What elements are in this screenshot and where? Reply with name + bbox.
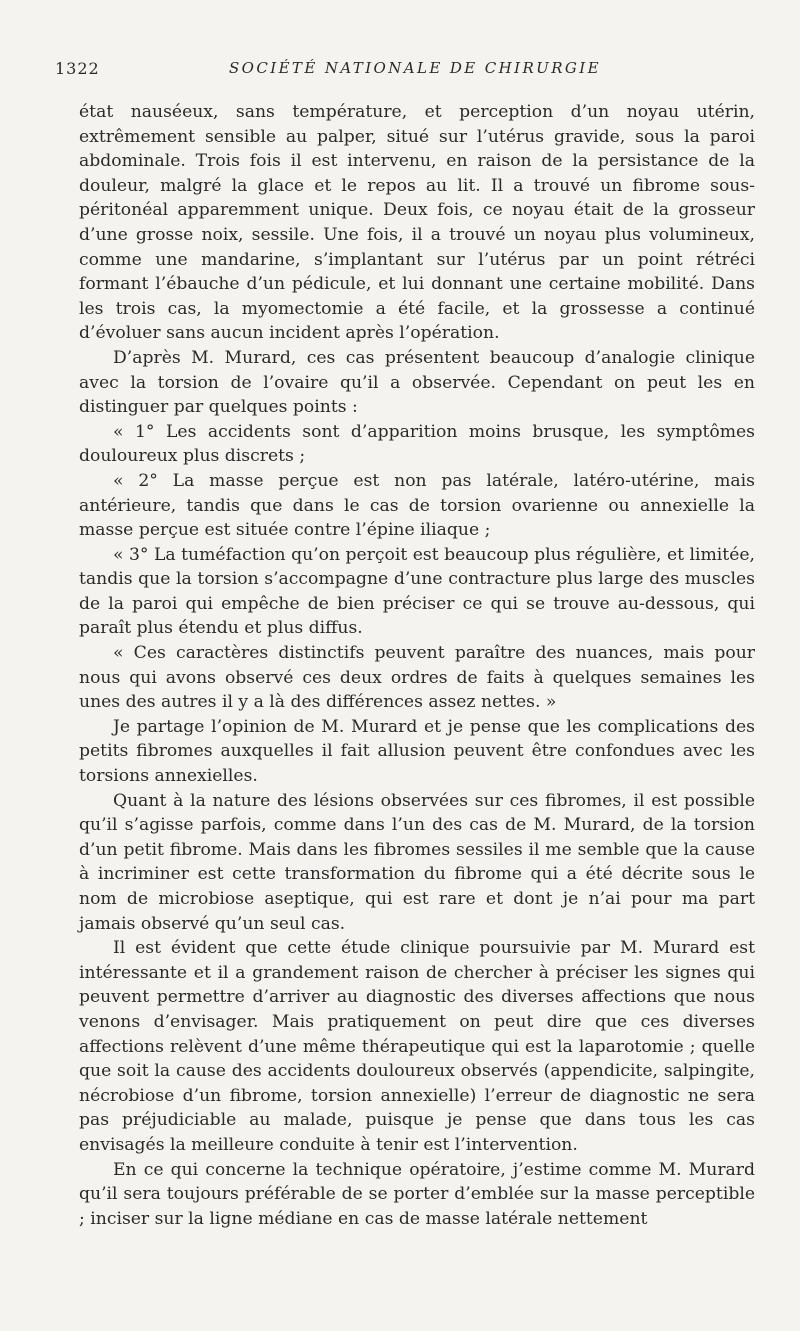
paragraph: Il est évident que cette étude clinique poursuivie par M. Murard est intéressante et il a grandement raison de chercher à préciser les signes qui peuvent permettre d’arriver au diagnostic des diverses affections que nous venons d’envisager. Mais pratiquement on peut dire que ces diverses affections relèvent d’une même thérapeutique qui est la laparotomie ; quelle que soit la cause des accidents douloureux observés (appendicite, salpingite, nécrobiose d’un fibrome, torsion annexielle) l’erreur de diagnostic ne sera pas préjudiciable au malade, puisque je pense que dans tous les cas envisagés la meilleure conduite à tenir est l’intervention. bbox=[79, 938, 755, 1155]
paragraph-quote-item-2: « 2° La masse perçue est non pas latérale, latéro-utérine, mais antérieure, tandis que dans le cas de torsion ovarienne ou annexielle la masse perçue est située contre l’épine iliaque ; bbox=[79, 470, 755, 541]
page-header bbox=[55, 56, 755, 86]
paragraph-quote-conclusion: « Ces caractères distinctifs peuvent paraître des nuances, mais pour nous qui avons observé ces deux ordres de faits à quelques semaines les unes des autres il y a là des différences assez nettes. » bbox=[79, 643, 755, 713]
page bbox=[55, 56, 755, 1231]
paragraph-quote-item-3: « 3° La tuméfaction qu’on perçoit est beaucoup plus régulière, et limitée, tandis que la torsion s’accompagne d’une contracture plus large des muscles de la paroi qui empêche de bien préciser ce qui se trouve au-dessous, qui paraît plus étendu et plus diffus. bbox=[79, 544, 755, 639]
paragraph-continuation: état nauséeux, sans température, et perception d’un noyau utérin, extrêmement sensible au palper, situé sur l’utérus gravide, sous la paroi abdominale. Trois fois il est intervenu, en raison de la persistance de la douleur, malgré la glace et le repos au lit. Il a trouvé un fibrome sous-péritonéal apparemment unique. Deux fois, ce noyau était de la grosseur d’une grosse noix, sessile. Une fois, il a trouvé un noyau plus volumineux, comme une mandarine, s’implantant sur l’utérus par un point rétréci formant l’ébauche d’un pédicule, et lui donnant une certaine mobilité. Dans les trois cas, la myomectomie a été facile, et la grossesse a continué d’évoluer sans aucun incident après l’opération. bbox=[79, 102, 755, 344]
paragraph: Quant à la nature des lésions observées sur ces fibromes, il est possible qu’il s’agisse parfois, comme dans l’un des cas de M. Murard, de la torsion d’un petit fibrome. Mais dans les fibromes sessiles il me semble que la cause à incriminer est cette transformation du fibrome qui a été décrite sous le nom de microbiose aseptique, qui est rare et dont je n’ai pour ma part jamais observé qu’un seul cas. bbox=[79, 790, 755, 934]
paragraph-quote-item-1: « 1° Les accidents sont d’apparition moins brusque, les symptômes douloureux plus discrets ; bbox=[79, 421, 755, 467]
running-title: SOCIÉTÉ NATIONALE DE CHIRURGIE bbox=[229, 59, 601, 77]
paragraph: En ce qui concerne la technique opératoire, j’estime comme M. Murard qu’il sera toujours préférable de se porter d’emblée sur la masse perceptible ; inciser sur la ligne médiane en cas de masse latérale nettement bbox=[79, 1159, 755, 1229]
paragraph: D’après M. Murard, ces cas présentent beaucoup d’analogie clinique avec la torsion de l’ovaire qu’il a observée. Cependant on peut les en distinguer par quelques points : bbox=[79, 347, 755, 418]
paragraph: Je partage l’opinion de M. Murard et je pense que les complications des petits fibromes auxquelles il fait allusion peuvent être confondues avec les torsions annexielles. bbox=[79, 716, 755, 787]
body-text bbox=[79, 100, 755, 1231]
page-number: 1322 bbox=[55, 59, 100, 78]
